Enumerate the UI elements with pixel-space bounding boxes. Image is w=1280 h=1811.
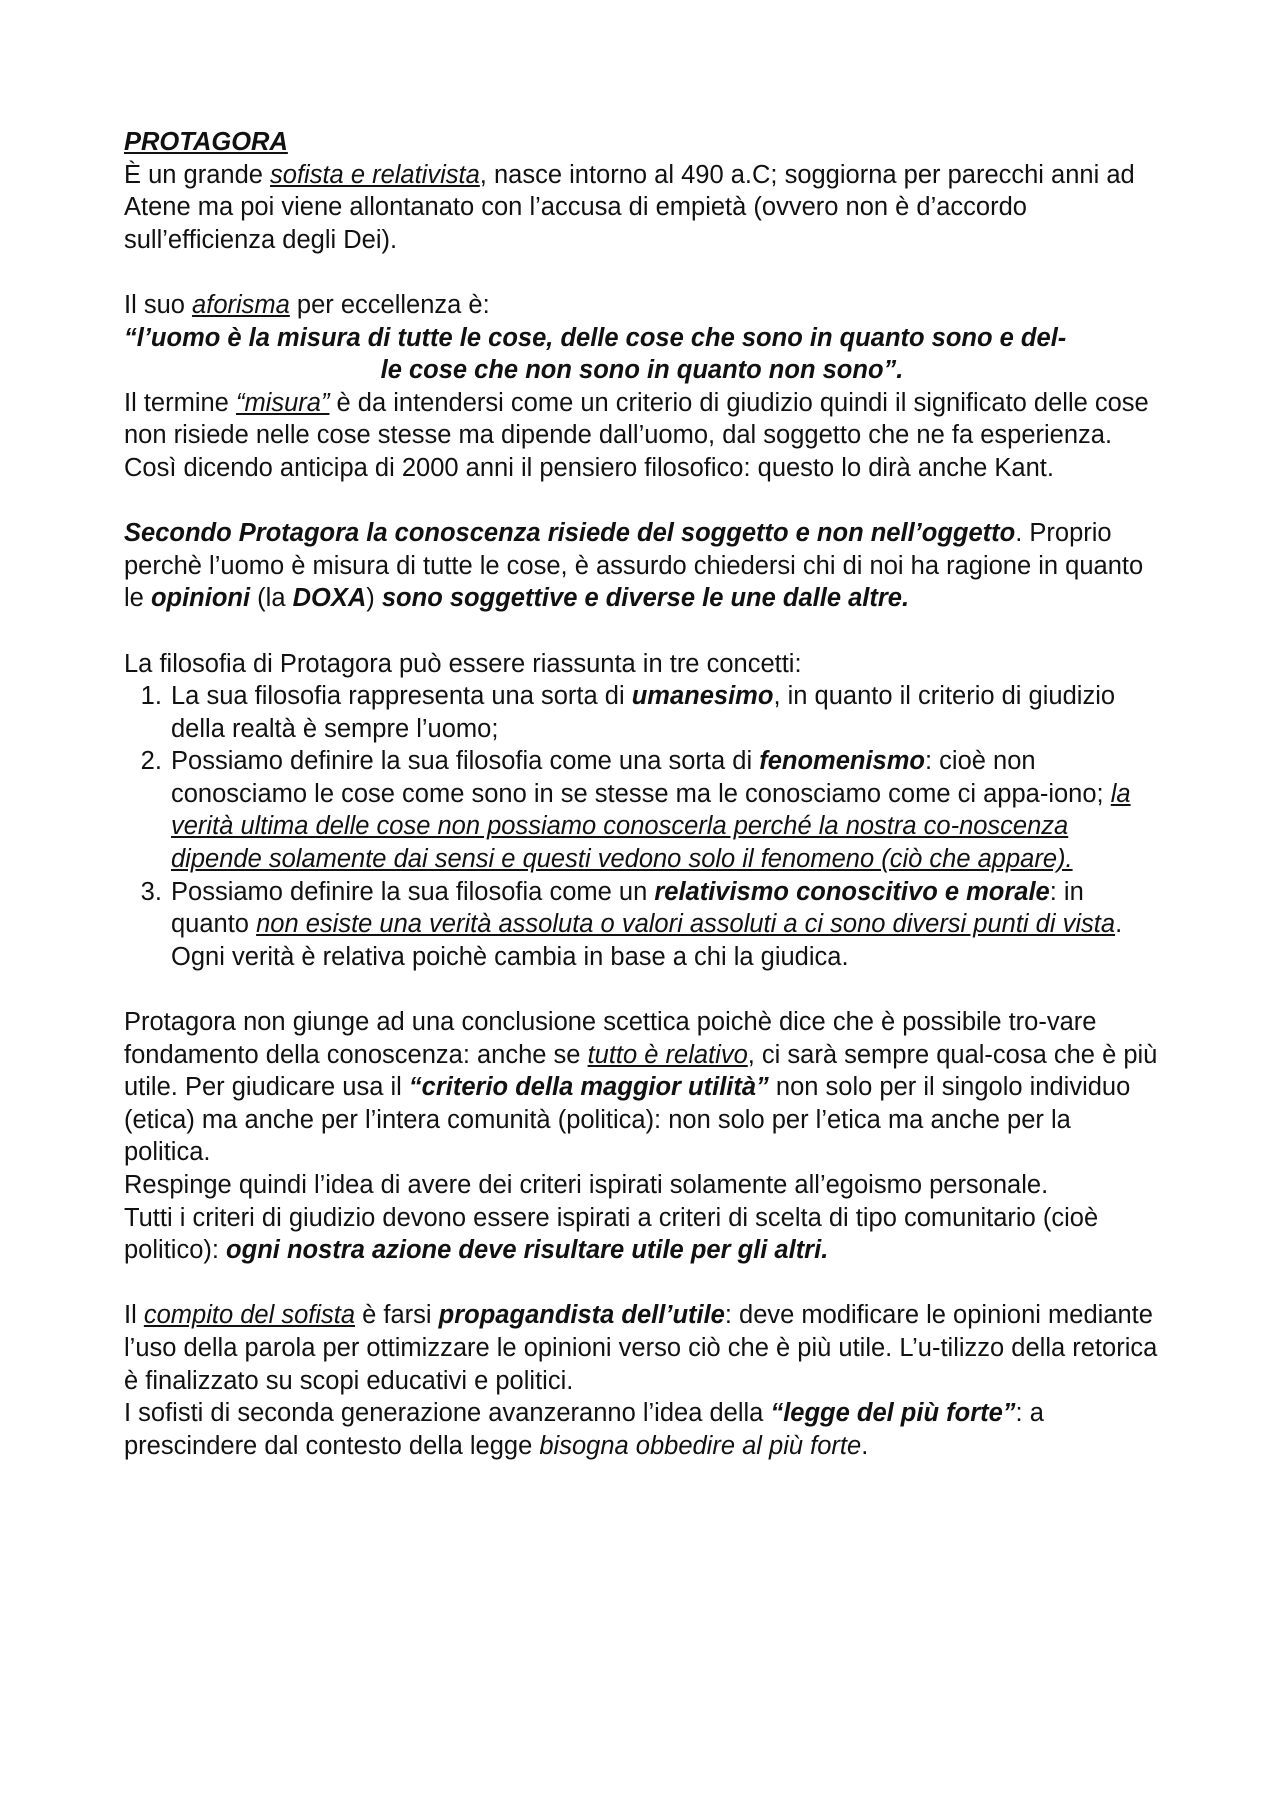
aforisma-text-2: per eccellenza è: [289, 290, 490, 319]
utile-paragraph [124, 1006, 1160, 1169]
spacer [124, 615, 1160, 648]
item-bold: fenomenismo [759, 747, 925, 776]
conoscenza-bold-3: DOXA [292, 584, 367, 613]
compito-bold: propagandista dell’utile [438, 1301, 725, 1330]
intro-text-2: , nasce intorno al 490 a.C; soggiorna per parecchi anni ad Atene ma poi viene allontanato con l’accusa di empietà (ovvero non è d’accordo sull’efficienza degli Dei). [124, 160, 1135, 254]
criteri-paragraph [124, 1202, 1160, 1267]
item-text: Possiamo definire la sua filosofia come una sorta di [171, 747, 760, 776]
item-text: La sua filosofia rappresenta una sorta di [171, 682, 632, 711]
utile-text-3: non solo per il singolo individuo (etica) ma anche per l’intera comunità (politica): non solo per l’etica ma anche per la politica. [124, 1073, 1131, 1167]
item-text: Possiamo definire la sua filosofia come un [171, 877, 655, 906]
misura-text-1: Il termine [124, 388, 236, 417]
list-item [169, 745, 1160, 875]
item-bold: relativismo conoscitivo e morale [654, 877, 1050, 906]
compito-text-1: Il [124, 1301, 144, 1330]
aforisma-underline: aforisma [192, 290, 290, 319]
legge-paragraph [124, 1397, 1160, 1462]
concetti-list [124, 680, 1160, 973]
aforisma-quote [124, 322, 1160, 387]
conoscenza-bold-1: Secondo Protagora la conoscenza risiede del soggetto e non nell’oggetto [124, 519, 1016, 548]
spacer [124, 1267, 1160, 1300]
item-text: . Ogni verità è relativa poichè cambia in base a chi la giudica. [171, 910, 1123, 971]
item-text: : in quanto [171, 877, 1084, 939]
item-underline: la verità ultima delle cose non possiamo conoscerla perché la nostra co-noscenza dipende solamente dai sensi e questi vedono solo il fenomeno (ciò che appare). [171, 779, 1131, 874]
item-text: , in quanto il criterio di giudizio della realtà è sempre l’uomo; [171, 682, 1116, 743]
utile-underline: tutto è relativo [587, 1040, 748, 1069]
list-item [169, 876, 1160, 974]
legge-italic: bisogna obbedire al più forte [539, 1431, 862, 1460]
legge-bold: “legge del più forte” [770, 1399, 1016, 1428]
conoscenza-text-2: (la [250, 584, 293, 613]
quote-line-1: “l’uomo è la misura di tutte le cose, delle cose che sono in quanto sono e del- [124, 323, 1067, 352]
list-item [169, 680, 1160, 745]
spacer [124, 256, 1160, 289]
spacer [124, 485, 1160, 518]
intro-underline-1: sofista e relativista [270, 160, 480, 189]
compito-paragraph [124, 1299, 1160, 1397]
conoscenza-paragraph [124, 517, 1160, 615]
quote-line-2: le cose che non sono in quanto non sono”. [380, 356, 904, 385]
intro-paragraph [124, 159, 1160, 257]
compito-text-2: è farsi [355, 1301, 439, 1330]
conoscenza-text-3: ) [366, 584, 382, 613]
utile-bold: “criterio della maggior utilità” [408, 1073, 769, 1102]
item-underline: non esiste una verità assoluta o valori assoluti a ci sono diversi punti di vista [256, 910, 1116, 939]
item-bold: umanesimo [631, 682, 774, 711]
item-text: : cioè non conosciamo le cose come sono in se stesse ma le conosciamo come ci appa-iono; [171, 747, 1111, 808]
compito-text-3: : deve modificare le opinioni mediante l’uso della parola per ottimizzare le opinioni verso ciò che è più utile. L’u-tilizzo della retorica è finalizzato su scopi educativi e politici. [124, 1301, 1158, 1395]
conoscenza-bold-4: sono soggettive e diverse le une dalle altre. [381, 584, 910, 613]
aforisma-text-1: Il suo [124, 290, 193, 319]
legge-text-2: : a prescindere dal contesto della legge [124, 1399, 1044, 1460]
spacer [124, 973, 1160, 1006]
conoscenza-text-1: . Proprio perchè l’uomo è misura di tutte le cose, è assurdo chiedersi chi di noi ha ragione in quanto le [124, 519, 1144, 613]
intro-text-1: È un grande [124, 160, 271, 189]
misura-paragraph [124, 387, 1160, 485]
legge-text-1: I sofisti di seconda generazione avanzeranno l’idea della [124, 1399, 771, 1428]
criteri-text: Tutti i criteri di giudizio devono essere ispirati a criteri di scelta di tipo comunitario (cioè politico): [124, 1203, 1099, 1265]
conoscenza-bold-2: opinioni [150, 584, 251, 613]
misura-underline: “misura” [235, 388, 330, 417]
legge-text-3: . [861, 1431, 869, 1460]
utile-text-1: Protagora non giunge ad una conclusione scettica poichè dice che è possibile tro-vare fondamento della conoscenza: anche se [124, 1008, 1097, 1069]
respinge-paragraph: Respinge quindi l’idea di avere dei criteri ispirati solamente all’egoismo personale. [124, 1171, 1049, 1199]
utile-text-2: , ci sarà sempre qual-cosa che è più utile. Per giudicare usa il [124, 1040, 1158, 1102]
misura-text-2: è da intendersi come un criterio di giudizio quindi il significato delle cose non risiede nelle cose stesse ma dipende dall’uomo, dal soggetto che ne fa esperienza. Così dicendo anticipa di 2000 anni il pensiero filosofico: questo lo dirà anche Kant. [124, 388, 1149, 482]
criteri-bold: ogni nostra azione deve risultare utile per gli altri. [226, 1236, 829, 1265]
compito-underline: compito del sofista [143, 1301, 356, 1330]
concetti-intro: La filosofia di Protagora può essere riassunta in tre concetti: [124, 649, 802, 678]
aforisma-intro [124, 289, 1160, 322]
document-title: PROTAGORA [124, 128, 288, 156]
